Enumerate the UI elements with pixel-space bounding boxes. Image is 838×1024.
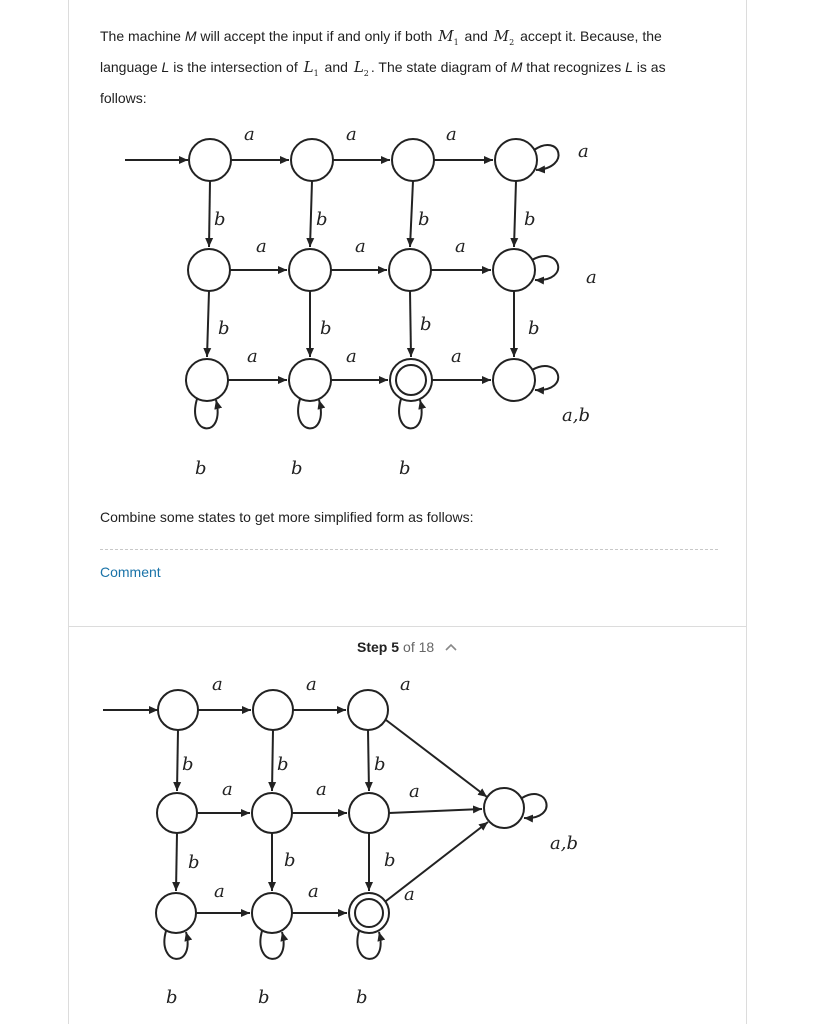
state-r1c2 xyxy=(253,690,293,730)
label-a: a xyxy=(400,674,411,695)
label-a: a xyxy=(346,124,357,145)
dashed-divider xyxy=(100,549,718,550)
state-diagram-full xyxy=(0,110,838,500)
label-b: b xyxy=(166,987,178,1008)
label-b: b xyxy=(284,850,296,871)
step-indicator: Step 5 of 18 xyxy=(357,639,458,655)
state-r2c2 xyxy=(252,793,292,833)
label-a: a xyxy=(346,346,357,367)
label-a: a xyxy=(404,884,415,905)
state-r2c1 xyxy=(188,249,230,291)
label-a: a xyxy=(455,236,466,257)
state-r1c2 xyxy=(291,139,333,181)
state-r3c2 xyxy=(252,893,292,933)
label-b: b xyxy=(277,754,289,775)
intro-paragraph: The machine M will accept the input if and only if both $M_1$ and $M_2$ accept it. Because, the language L is the intersection of $L_1$ and $L_2$ . The state diagram of M that recognizes L is as follows: xyxy=(100,27,666,106)
label-a: a xyxy=(446,124,457,145)
label-b: b xyxy=(188,852,200,873)
state-r3c1 xyxy=(156,893,196,933)
state-r2c4 xyxy=(493,249,535,291)
label-a: a xyxy=(247,346,258,367)
state-sink xyxy=(484,788,524,828)
label-b: b xyxy=(182,754,194,775)
label-b: b xyxy=(218,318,230,339)
label-b: b xyxy=(420,314,432,335)
state-r2c3 xyxy=(389,249,431,291)
state-r1c3 xyxy=(348,690,388,730)
label-ab: a,b xyxy=(550,833,578,854)
label-a: a xyxy=(308,881,319,902)
label-a: a xyxy=(212,674,223,695)
label-b: b xyxy=(320,318,332,339)
state-r2c3 xyxy=(349,793,389,833)
label-a: a xyxy=(222,779,233,800)
label-a: a xyxy=(578,141,589,162)
label-b: b xyxy=(528,318,540,339)
comment-link[interactable]: Comment xyxy=(100,564,161,580)
state-r3c1 xyxy=(186,359,228,401)
label-b: b xyxy=(291,458,303,479)
label-a: a xyxy=(451,346,462,367)
label-a: a xyxy=(306,674,317,695)
state-r1c1 xyxy=(189,139,231,181)
chevron-up-icon[interactable] xyxy=(444,640,458,654)
label-a: a xyxy=(214,881,225,902)
state-r1c1 xyxy=(158,690,198,730)
label-ab: a,b xyxy=(562,405,590,426)
label-b: b xyxy=(418,209,430,230)
label-b: b xyxy=(399,458,411,479)
label-b: b xyxy=(384,850,396,871)
state-r1c3 xyxy=(392,139,434,181)
label-a: a xyxy=(586,267,597,288)
state-r3c2 xyxy=(289,359,331,401)
label-b: b xyxy=(195,458,207,479)
label-a: a xyxy=(355,236,366,257)
state-r2c2 xyxy=(289,249,331,291)
label-b: b xyxy=(316,209,328,230)
label-a: a xyxy=(316,779,327,800)
step-separator xyxy=(68,626,747,627)
label-a: a xyxy=(244,124,255,145)
state-diagram-simplified xyxy=(0,665,838,1020)
label-a: a xyxy=(256,236,267,257)
label-b: b xyxy=(258,987,270,1008)
label-b: b xyxy=(524,209,536,230)
state-r2c1 xyxy=(157,793,197,833)
label-b: b xyxy=(356,987,368,1008)
combine-text: Combine some states to get more simplified form as follows: xyxy=(100,509,474,525)
state-r3c4 xyxy=(493,359,535,401)
state-r1c4 xyxy=(495,139,537,181)
label-a: a xyxy=(409,781,420,802)
label-b: b xyxy=(214,209,226,230)
label-b: b xyxy=(374,754,386,775)
